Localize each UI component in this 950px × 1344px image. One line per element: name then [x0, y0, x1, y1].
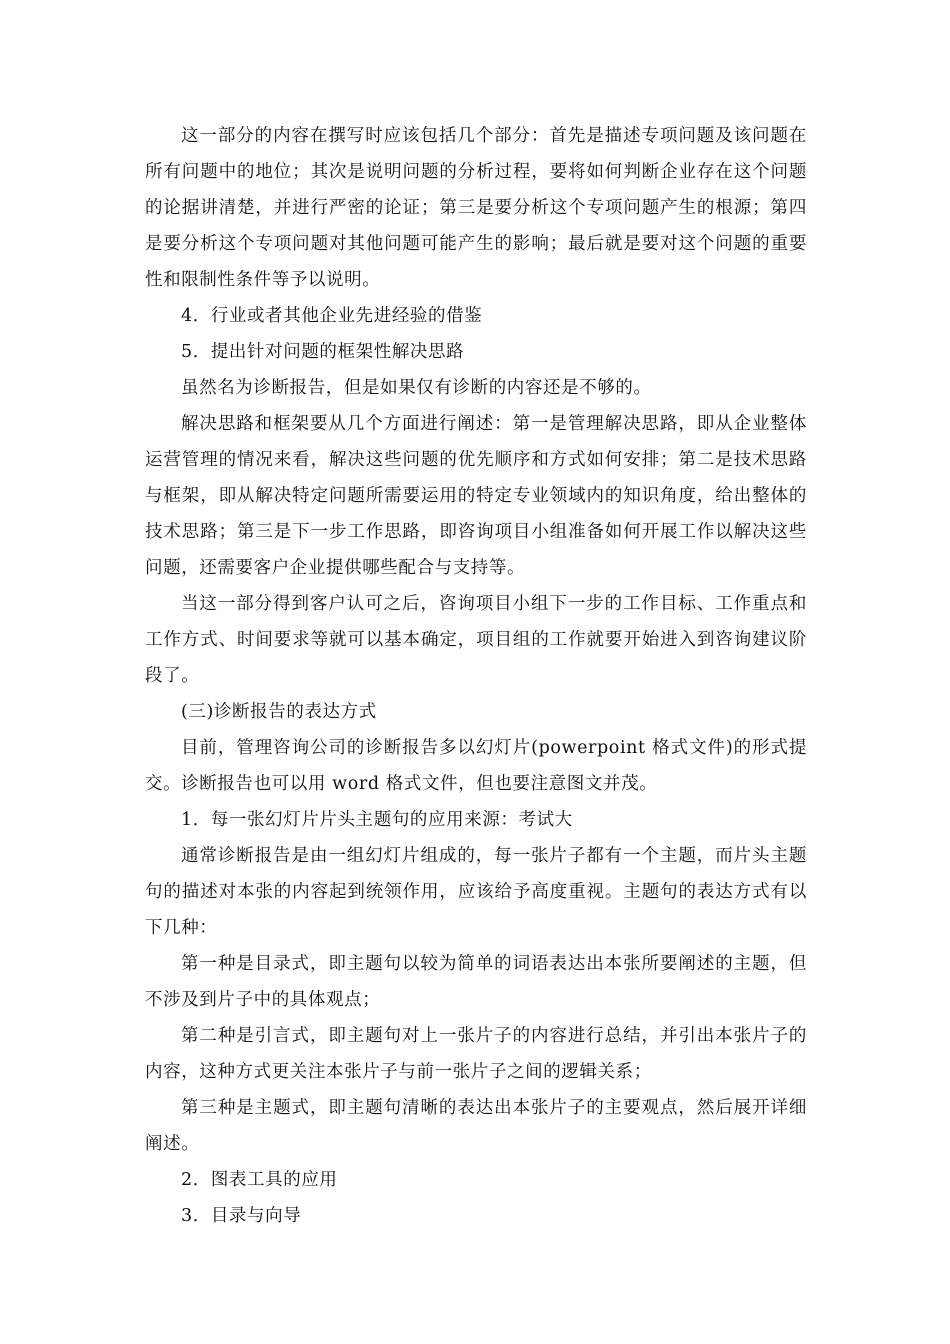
paragraph-solution-aspects: 解决思路和框架要从几个方面进行阐述：第一是管理解决思路，即从企业整体运营管理的情况来看，解决这些问题的优先顺序和方式如何安排；第二是技术思路与框架，即从解决特定问题所需要运用的特定专业领域内的知识角度，给出整体的技术思路；第三是下一步工作思路，即咨询项目小组准备如何开展工作以解决这些问题，还需要客户企业提供哪些配合与支持等。	[145, 414, 807, 578]
paragraph-diagnosis-not-enough: 虽然名为诊断报告，但是如果仅有诊断的内容还是不够的。	[181, 378, 652, 398]
heading-slide-topic-sentence: 1．每一张幻灯片片头主题句的应用来源：考试大	[181, 810, 573, 830]
paragraph-introduction-style: 第二种是引言式，即主题句对上一张片子的内容进行总结，并引出本张片子的内容，这种方式更关注本张片子与前一张片子之间的逻辑关系；	[145, 1026, 807, 1082]
paragraph-catalog-style: 第一种是目录式，即主题句以较为简单的词语表达出本张所要阐述的主题，但不涉及到片子中的具体观点；	[145, 954, 807, 1010]
heading-catalog-guide: 3．目录与向导	[181, 1206, 302, 1226]
heading-framework-solution: 5．提出针对问题的框架性解决思路	[181, 342, 465, 362]
heading-chart-tools: 2．图表工具的应用	[181, 1170, 338, 1190]
paragraph-special-issue-content: 这一部分的内容在撰写时应该包括几个部分：首先是描述专项问题及该问题在所有问题中的地位；其次是说明问题的分析过程，要将如何判断企业存在这个问题的论据讲清楚，并进行严密的论证；第三是要分析这个专项问题产生的根源；第四是要分析这个专项问题对其他问题可能产生的影响；最后就是要对这个问题的重要性和限制性条件等予以说明。	[145, 126, 807, 290]
paragraph-slide-topic-importance: 通常诊断报告是由一组幻灯片组成的，每一张片子都有一个主题，而片头主题句的描述对本张的内容起到统领作用，应该给予高度重视。主题句的表达方式有以下几种：	[145, 846, 807, 938]
heading-industry-experience: 4．行业或者其他企业先进经验的借鉴	[181, 306, 483, 326]
paragraph-report-format: 目前，管理咨询公司的诊断报告多以幻灯片(powerpoint 格式文件)的形式提交。诊断报告也可以用 word 格式文件，但也要注意图文并茂。	[145, 738, 807, 794]
heading-report-expression: (三)诊断报告的表达方式	[181, 702, 377, 722]
paragraph-client-approval: 当这一部分得到客户认可之后，咨询项目小组下一步的工作目标、工作重点和工作方式、时间要求等就可以基本确定，项目组的工作就要开始进入到咨询建议阶段了。	[145, 594, 807, 686]
document-body	[145, 118, 807, 1234]
paragraph-theme-style: 第三种是主题式，即主题句清晰的表达出本张片子的主要观点，然后展开详细阐述。	[145, 1098, 807, 1154]
